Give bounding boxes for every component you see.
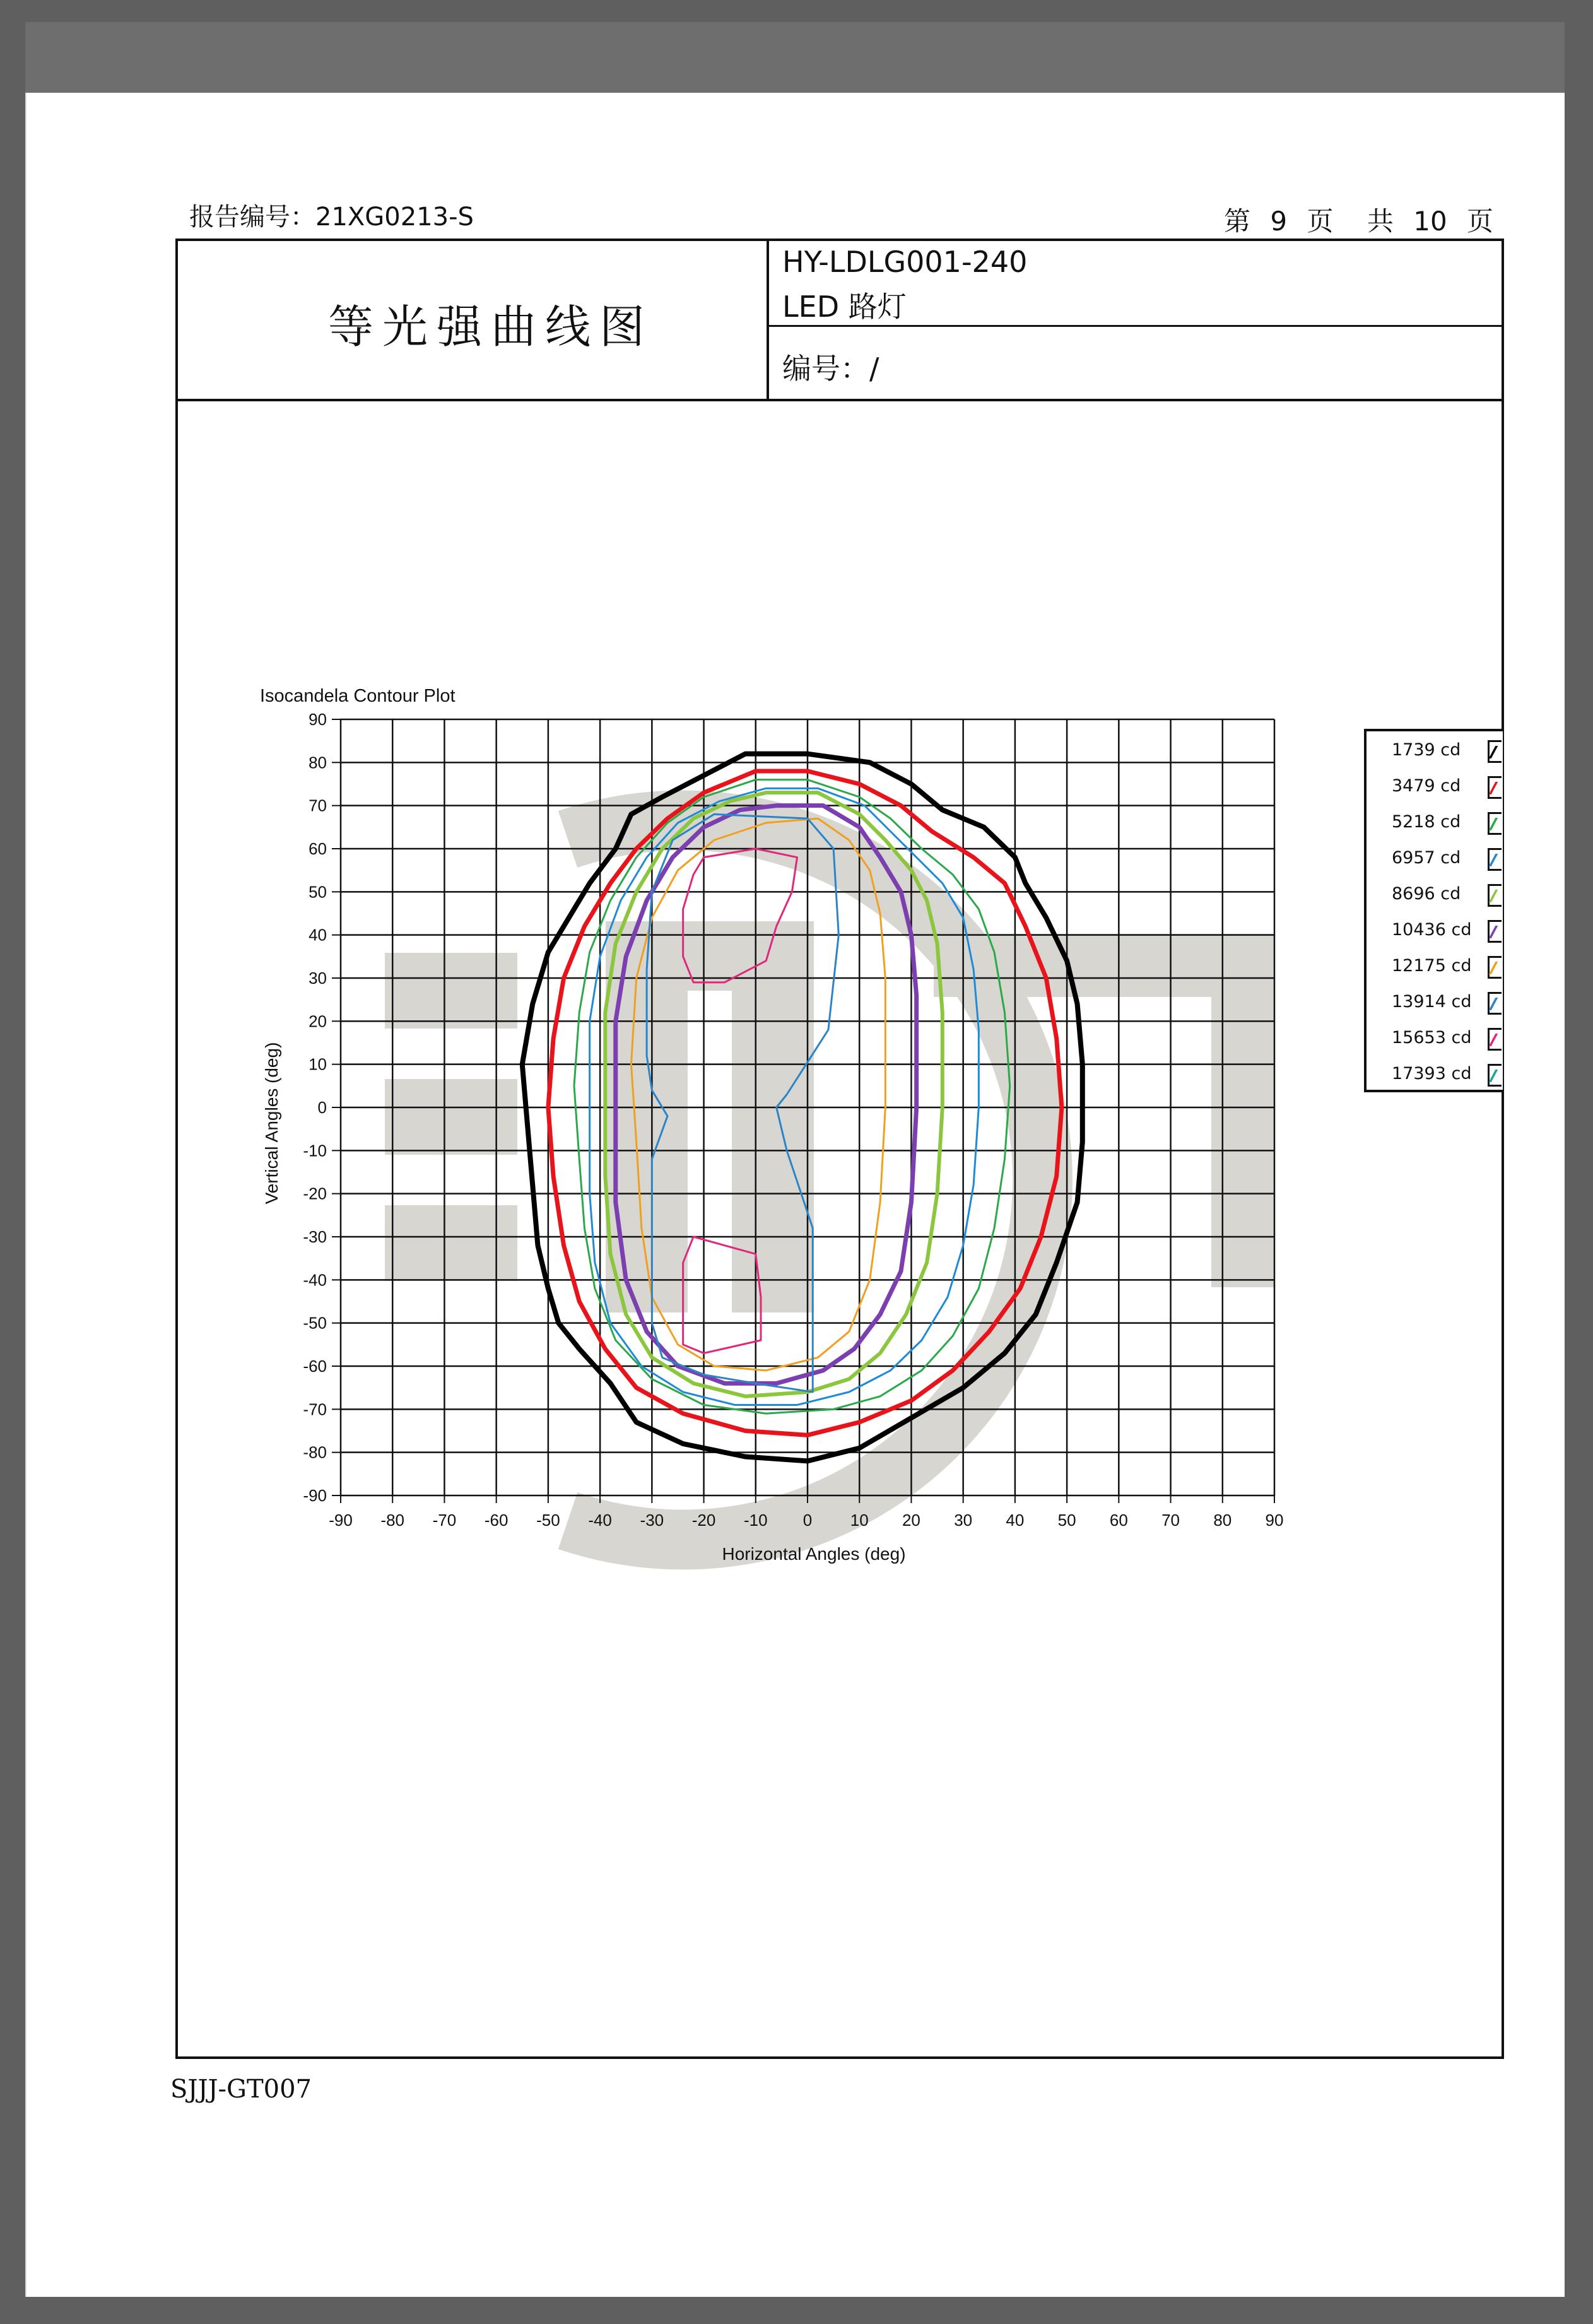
y-tick-label: 20 <box>309 1012 327 1031</box>
x-tick-label: -80 <box>380 1511 405 1530</box>
page-info <box>1224 201 1493 239</box>
x-tick-label: -60 <box>484 1511 508 1530</box>
page-word-3: 共 <box>1367 206 1394 237</box>
x-tick-label: 20 <box>902 1511 920 1530</box>
y-tick-label: -70 <box>303 1400 327 1419</box>
y-tick-label: -10 <box>303 1141 327 1160</box>
legend-label: 5218 cd <box>1392 812 1461 832</box>
legend-swatch <box>1488 1028 1502 1051</box>
legend-label: 6957 cd <box>1392 848 1461 868</box>
x-tick-label: 50 <box>1057 1511 1076 1530</box>
y-tick-label: -80 <box>303 1442 327 1462</box>
legend-swatch <box>1488 812 1502 835</box>
x-tick-label: 10 <box>850 1511 869 1530</box>
legend-entry <box>1367 1022 1503 1057</box>
legend-label: 10436 cd <box>1392 920 1472 940</box>
y-tick-label: -30 <box>303 1227 327 1246</box>
legend-entry <box>1367 878 1503 913</box>
report-number: 报告编号：21XG0213-S <box>189 203 474 232</box>
legend-swatch <box>1488 740 1502 763</box>
x-tick-label: 90 <box>1265 1511 1284 1530</box>
isocandela-chart <box>252 681 1325 1596</box>
serial-number: 编号：/ <box>782 351 879 386</box>
y-tick-label: -40 <box>303 1270 327 1290</box>
y-tick-label: 90 <box>309 710 327 729</box>
legend-swatch <box>1488 1064 1502 1087</box>
y-tick-label: 0 <box>317 1098 327 1117</box>
page-word-1: 第 <box>1224 206 1251 237</box>
legend-label: 1739 cd <box>1392 740 1461 760</box>
page-word-2: 页 <box>1307 206 1334 237</box>
y-tick-label: -50 <box>303 1313 327 1333</box>
legend-entry <box>1367 806 1503 841</box>
x-tick-label: 40 <box>1006 1511 1025 1530</box>
x-tick-label: 0 <box>802 1511 813 1530</box>
model-number: HY-LDLG001-240 <box>782 245 1028 279</box>
x-tick-label: -40 <box>588 1511 612 1530</box>
legend-entry <box>1367 914 1503 949</box>
legend-entry <box>1367 986 1503 1021</box>
legend-swatch <box>1488 992 1502 1015</box>
legend-swatch <box>1488 884 1502 907</box>
x-tick-label: -10 <box>743 1511 768 1530</box>
y-tick-label: 30 <box>309 969 327 988</box>
page-total: 10 <box>1413 206 1447 237</box>
legend-swatch <box>1488 920 1502 943</box>
header-vertical-divider <box>767 239 769 400</box>
scan-border-left <box>25 93 38 2297</box>
y-tick-label: -90 <box>303 1486 327 1505</box>
legend-entry <box>1367 842 1503 877</box>
y-axis-label: Vertical Angles (deg) <box>262 1042 281 1205</box>
legend-entry <box>1367 770 1503 805</box>
legend-label: 3479 cd <box>1392 776 1461 796</box>
legend-entry <box>1367 950 1503 985</box>
x-tick-label: 70 <box>1161 1511 1180 1530</box>
chart-grid <box>341 719 1274 1495</box>
legend-swatch <box>1488 848 1502 871</box>
y-tick-label: 80 <box>309 753 327 772</box>
y-tick-label: 60 <box>309 839 327 858</box>
legend-swatch <box>1488 956 1502 979</box>
x-tick-label: 80 <box>1213 1511 1232 1530</box>
legend-label: 15653 cd <box>1392 1028 1472 1047</box>
page-word-4: 页 <box>1467 206 1494 237</box>
y-tick-label: 10 <box>309 1054 327 1074</box>
x-tick-label: -50 <box>536 1511 560 1530</box>
legend-label: 13914 cd <box>1392 992 1472 1012</box>
y-tick-label: -60 <box>303 1357 327 1376</box>
x-tick-label: -90 <box>329 1511 353 1530</box>
form-code: SJJJ-GT007 <box>170 2075 312 2104</box>
legend-label: 12175 cd <box>1392 956 1472 976</box>
x-tick-label: 60 <box>1109 1511 1128 1530</box>
legend-swatch <box>1488 776 1502 799</box>
legend-entry <box>1367 734 1503 769</box>
header-divider <box>175 399 1504 401</box>
page-current: 9 <box>1270 206 1288 237</box>
y-tick-label: -20 <box>303 1184 327 1203</box>
product-name: LED 路灯 <box>782 290 907 324</box>
x-tick-label: -20 <box>691 1511 716 1530</box>
legend-label: 8696 cd <box>1392 884 1461 904</box>
chart-title: Isocandela Contour Plot <box>260 686 456 706</box>
y-tick-label: 70 <box>309 796 327 815</box>
legend-entry <box>1367 1058 1503 1093</box>
x-tick-label: -30 <box>640 1511 664 1530</box>
legend-label: 17393 cd <box>1392 1064 1472 1083</box>
chart-legend <box>1364 729 1503 1092</box>
x-axis-label: Horizontal Angles (deg) <box>722 1544 906 1564</box>
x-tick-label: -70 <box>432 1511 457 1530</box>
scan-border-top <box>25 22 1565 93</box>
x-tick-label: 30 <box>954 1511 973 1530</box>
document-title: 等光强曲线图 <box>328 300 654 353</box>
y-tick-label: 50 <box>309 882 327 902</box>
y-tick-label: 40 <box>309 925 327 945</box>
